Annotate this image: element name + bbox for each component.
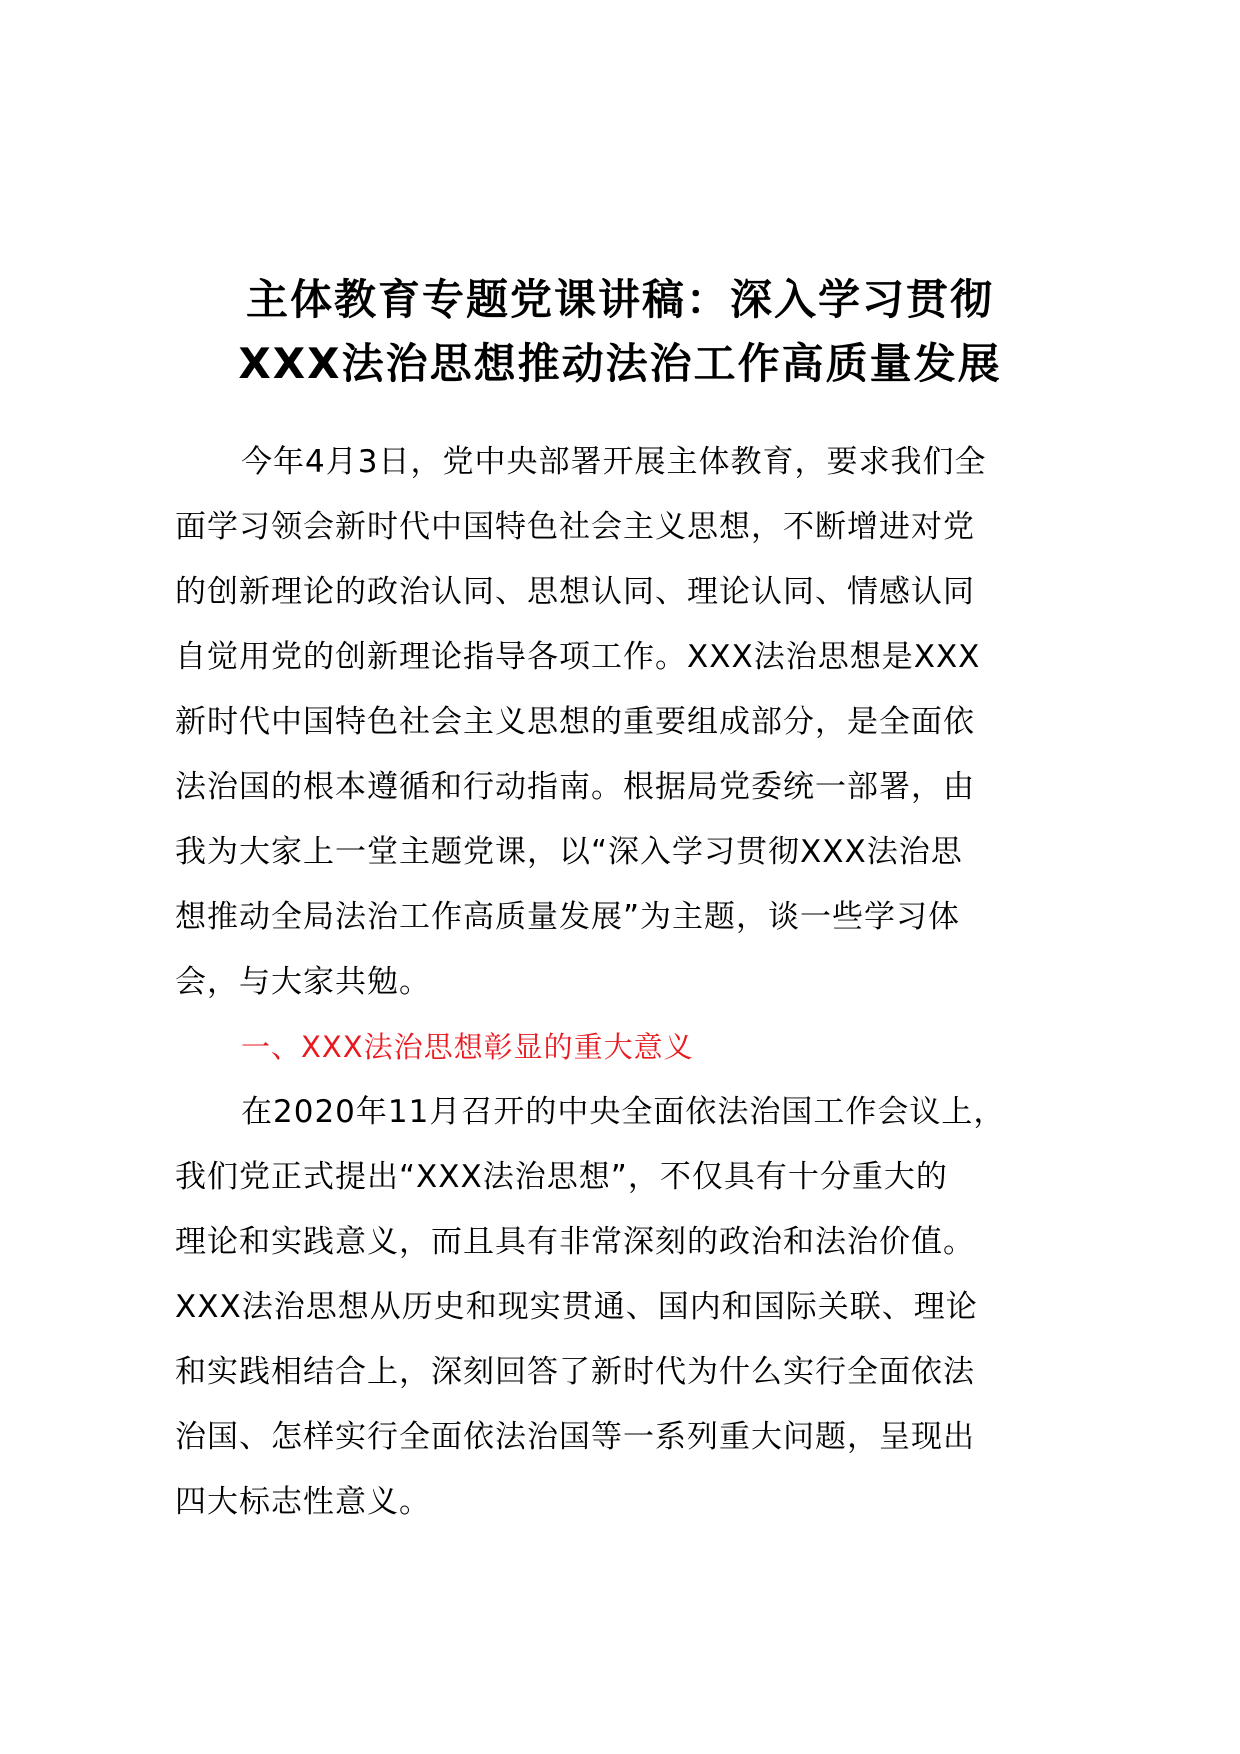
paragraph-line: 治国、怎样实行全面依法治国等一系列重大问题，呈现出 (175, 1419, 975, 1455)
paragraph-line: 我们党正式提出“XXX法治思想”，不仅具有十分重大的 (175, 1159, 948, 1195)
title-line: 主体教育专题党课讲稿：深入学习贯彻 (245, 275, 994, 324)
paragraph-line: 新时代中国特色社会主义思想的重要组成部分，是全面依 (175, 704, 975, 740)
paragraph-line: 四大标志性意义。 (175, 1484, 431, 1520)
paragraph-line: 的创新理论的政治认同、思想认同、理论认同、情感认同 (175, 574, 975, 610)
document-title (0, 268, 1240, 396)
section-heading: 一、XXX法治思想彰显的重大意义 (241, 1030, 694, 1064)
paragraph-line: 在2020年11月召开的中央全面依法治国工作会议上， (241, 1094, 1006, 1130)
paragraph-line: 我为大家上一堂主题党课，以“深入学习贯彻XXX法治思 (175, 834, 963, 870)
paragraph-line: 理论和实践意义，而且具有非常深刻的政治和法治价值。 (175, 1224, 975, 1260)
paragraph-line: 会，与大家共勉。 (175, 964, 431, 1000)
paragraph-line: XXX法治思想从历史和现实贯通、国内和国际关联、理论 (175, 1289, 978, 1325)
document-body (175, 430, 1075, 1535)
title-line: XXX法治思想推动法治工作高质量发展 (238, 339, 1002, 388)
section-paragraph (175, 1080, 1075, 1535)
intro-paragraph (175, 430, 1075, 1015)
paragraph-line: 法治国的根本遵循和行动指南。根据局党委统一部署，由 (175, 769, 975, 805)
paragraph-line: 面学习领会新时代中国特色社会主义思想，不断增进对党 (175, 509, 975, 545)
paragraph-line: 和实践相结合上，深刻回答了新时代为什么实行全面依法 (175, 1354, 975, 1390)
paragraph-line: 自觉用党的创新理论指导各项工作。XXX法治思想是XXX (175, 639, 981, 675)
paragraph-line: 想推动全局法治工作高质量发展”为主题，谈一些学习体 (175, 899, 961, 935)
paragraph-line: 今年4月3日，党中央部署开展主体教育，要求我们全 (241, 444, 987, 480)
